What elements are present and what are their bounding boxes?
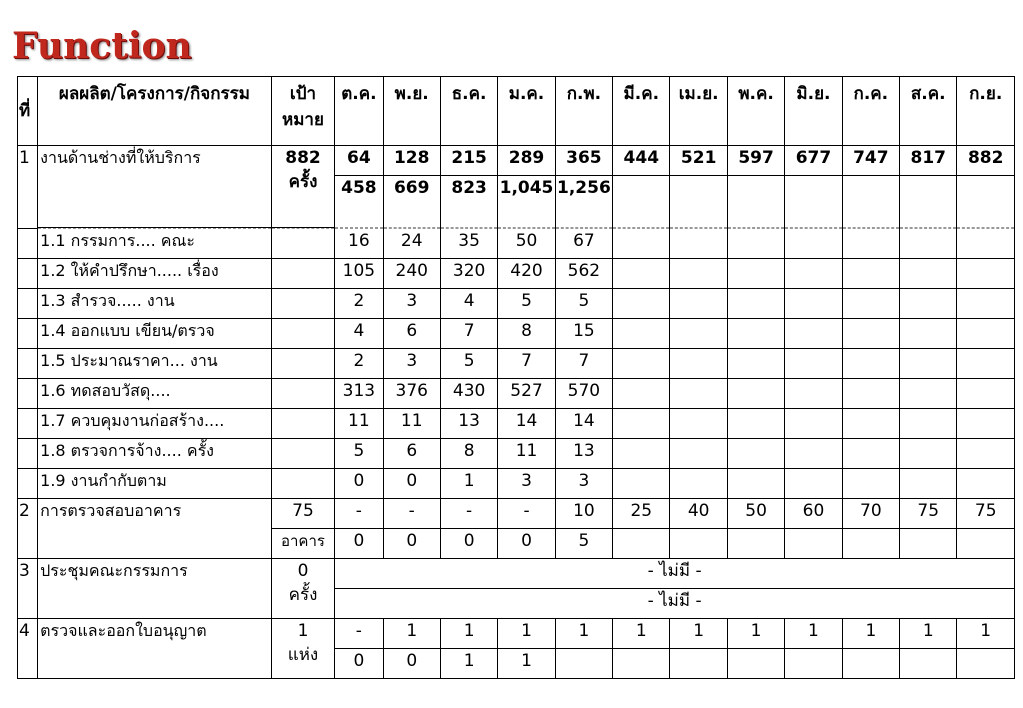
- section2-target-value: 75: [271, 499, 334, 529]
- section1-label: งานด้านช่างที่ให้บริการ: [38, 146, 272, 228]
- plan-cell: 1: [727, 619, 784, 649]
- subitem-value-cell: 7: [440, 319, 497, 349]
- subitem-value-cell: [900, 289, 957, 319]
- subitem-target-cell: [271, 469, 334, 499]
- subitem-value-cell: [613, 289, 670, 319]
- subitem-value-cell: [727, 289, 784, 319]
- plan-cell: -: [498, 499, 555, 529]
- subitem-value-cell: 7: [498, 349, 555, 379]
- subitem-value-cell: [957, 229, 1015, 259]
- subitem-value-cell: 420: [498, 259, 555, 289]
- subitem-label: 1.6 ทดสอบวัสดุ....: [38, 379, 272, 409]
- subitem-value-cell: [613, 349, 670, 379]
- subitem-value-cell: 6: [383, 319, 440, 349]
- subitem-value-cell: 1: [440, 469, 497, 499]
- subitem-row: [18, 409, 1015, 439]
- subitem-value-cell: 67: [555, 229, 612, 259]
- subitem-value-cell: 35: [440, 229, 497, 259]
- header-month: เม.ย.: [670, 77, 727, 146]
- subitem-label: 1.7 ควบคุมงานก่อสร้าง....: [38, 409, 272, 439]
- section2-label: การตรวจสอบอาคาร: [38, 499, 272, 559]
- plan-cell: 289: [498, 146, 555, 176]
- subitem-value-cell: [785, 469, 842, 499]
- subitem-value-cell: 3: [555, 469, 612, 499]
- subitem-value-cell: [842, 229, 899, 259]
- subitem-no-cell: [18, 259, 38, 289]
- section1-subitems: [18, 229, 1015, 499]
- actual-cell: [957, 649, 1015, 679]
- subitem-value-cell: [613, 409, 670, 439]
- subitem-no-cell: [18, 469, 38, 499]
- actual-cell: 0: [498, 529, 555, 559]
- section4-plan-row: [18, 619, 1015, 649]
- subitem-no-cell: [18, 439, 38, 469]
- subitem-value-cell: 5: [335, 439, 383, 469]
- plan-cell: -: [335, 619, 383, 649]
- subitem-value-cell: 15: [555, 319, 612, 349]
- subitem-label: 1.2 ให้คำปรึกษา..... เรื่อง: [38, 259, 272, 289]
- subitem-value-cell: [957, 379, 1015, 409]
- plan-cell: 365: [555, 146, 612, 176]
- subitem-label: 1.1 กรรมการ.... คณะ: [38, 229, 272, 259]
- actual-cell: 0: [383, 529, 440, 559]
- subitem-value-cell: [900, 409, 957, 439]
- actual-cell: [900, 176, 957, 228]
- function-table: [17, 76, 1015, 679]
- plan-cell: 70: [842, 499, 899, 529]
- subitem-value-cell: [670, 409, 727, 439]
- subitem-value-cell: 2: [335, 289, 383, 319]
- subitem-row: [18, 259, 1015, 289]
- subitem-label: 1.4 ออกแบบ เขียน/ตรวจ: [38, 319, 272, 349]
- actual-cell: [842, 176, 899, 228]
- subitem-value-cell: 11: [383, 409, 440, 439]
- actual-cell: 1,045: [498, 176, 555, 228]
- subitem-value-cell: [957, 439, 1015, 469]
- subitem-value-cell: [670, 469, 727, 499]
- subitem-value-cell: [900, 439, 957, 469]
- subitem-value-cell: [842, 259, 899, 289]
- subitem-value-cell: 430: [440, 379, 497, 409]
- subitem-no-cell: [18, 409, 38, 439]
- plan-cell: 882: [957, 146, 1015, 176]
- actual-cell: [785, 176, 842, 228]
- subitem-value-cell: [785, 439, 842, 469]
- plan-cell: 597: [727, 146, 784, 176]
- section4-target-value: 1: [297, 621, 309, 641]
- subitem-value-cell: [670, 379, 727, 409]
- header-month: ม.ค.: [498, 77, 555, 146]
- section4-no: 4: [18, 619, 38, 679]
- section1-target-unit: ครั้ง: [288, 172, 318, 192]
- actual-cell: 1: [440, 649, 497, 679]
- plan-cell: 64: [335, 146, 383, 176]
- subitem-value-cell: [957, 259, 1015, 289]
- actual-cell: 1,256: [555, 176, 612, 228]
- subitem-value-cell: 240: [383, 259, 440, 289]
- section3-actual-text: - ไม่มี -: [335, 589, 1015, 619]
- actual-cell: [613, 649, 670, 679]
- subitem-value-cell: 5: [440, 349, 497, 379]
- actual-cell: 5: [555, 529, 612, 559]
- actual-cell: 0: [335, 529, 383, 559]
- plan-cell: 747: [842, 146, 899, 176]
- actual-cell: [555, 649, 612, 679]
- subitem-value-cell: [842, 439, 899, 469]
- subitem-value-cell: [785, 259, 842, 289]
- subitem-value-cell: 320: [440, 259, 497, 289]
- plan-cell: 1: [440, 619, 497, 649]
- subitem-value-cell: [727, 379, 784, 409]
- subitem-value-cell: 562: [555, 259, 612, 289]
- section3-target: [271, 559, 334, 619]
- subitem-value-cell: [670, 439, 727, 469]
- subitem-row: [18, 289, 1015, 319]
- subitem-value-cell: 14: [498, 409, 555, 439]
- actual-cell: [670, 529, 727, 559]
- subitem-value-cell: [842, 349, 899, 379]
- subitem-value-cell: 6: [383, 439, 440, 469]
- subitem-value-cell: [727, 319, 784, 349]
- subitem-target-cell: [271, 439, 334, 469]
- plan-cell: 1: [957, 619, 1015, 649]
- section2-plan-row: [18, 499, 1015, 529]
- subitem-value-cell: 4: [440, 289, 497, 319]
- section3-no: 3: [18, 559, 38, 619]
- plan-cell: 817: [900, 146, 957, 176]
- actual-cell: 669: [383, 176, 440, 228]
- section3-plan-text: - ไม่มี -: [335, 559, 1015, 589]
- plan-cell: 1: [900, 619, 957, 649]
- actual-cell: 458: [335, 176, 383, 228]
- section2-no: 2: [18, 499, 38, 559]
- actual-cell: [727, 529, 784, 559]
- subitem-value-cell: [842, 289, 899, 319]
- subitem-value-cell: [670, 319, 727, 349]
- subitem-label: 1.8 ตรวจการจ้าง.... ครั้ง: [38, 439, 272, 469]
- subitem-value-cell: 8: [498, 319, 555, 349]
- subitem-value-cell: [670, 289, 727, 319]
- table-header-row: [18, 77, 1015, 146]
- actual-cell: [842, 649, 899, 679]
- subitem-value-cell: 313: [335, 379, 383, 409]
- actual-cell: 0: [335, 649, 383, 679]
- subitem-value-cell: 527: [498, 379, 555, 409]
- actual-cell: [613, 529, 670, 559]
- subitem-target-cell: [271, 229, 334, 259]
- subitem-value-cell: [900, 259, 957, 289]
- subitem-value-cell: [727, 229, 784, 259]
- subitem-label: 1.3 สำรวจ..... งาน: [38, 289, 272, 319]
- subitem-value-cell: [613, 259, 670, 289]
- actual-cell: [957, 529, 1015, 559]
- actual-cell: [900, 529, 957, 559]
- section1-target: [271, 146, 334, 228]
- section3-plan-row: [18, 559, 1015, 589]
- subitem-target-cell: [271, 289, 334, 319]
- actual-cell: [670, 176, 727, 228]
- header-month: ธ.ค.: [440, 77, 497, 146]
- subitem-value-cell: 3: [383, 289, 440, 319]
- subitem-value-cell: 8: [440, 439, 497, 469]
- subitem-label: 1.5 ประมาณราคา... งาน: [38, 349, 272, 379]
- subitem-value-cell: [785, 319, 842, 349]
- actual-cell: 0: [383, 649, 440, 679]
- subitem-value-cell: [957, 319, 1015, 349]
- subitem-value-cell: 16: [335, 229, 383, 259]
- plan-cell: 1: [670, 619, 727, 649]
- section1-plan-row: [18, 146, 1015, 176]
- plan-cell: -: [383, 499, 440, 529]
- actual-cell: 0: [440, 529, 497, 559]
- subitem-value-cell: 0: [335, 469, 383, 499]
- subitem-value-cell: [670, 259, 727, 289]
- plan-cell: 1: [383, 619, 440, 649]
- plan-cell: 1: [498, 619, 555, 649]
- subitem-value-cell: 376: [383, 379, 440, 409]
- subitem-value-cell: 7: [555, 349, 612, 379]
- header-month: ก.ย.: [957, 77, 1015, 146]
- subitem-target-cell: [271, 259, 334, 289]
- subitem-value-cell: 0: [383, 469, 440, 499]
- subitem-value-cell: [727, 349, 784, 379]
- subitem-value-cell: [613, 439, 670, 469]
- header-target: เป้าหมาย: [271, 77, 334, 146]
- actual-cell: [670, 649, 727, 679]
- plan-cell: 1: [555, 619, 612, 649]
- subitem-target-cell: [271, 349, 334, 379]
- subitem-value-cell: [613, 229, 670, 259]
- subitem-value-cell: [957, 349, 1015, 379]
- plan-cell: 50: [727, 499, 784, 529]
- subitem-value-cell: 5: [555, 289, 612, 319]
- subitem-value-cell: [957, 289, 1015, 319]
- plan-cell: -: [335, 499, 383, 529]
- actual-cell: [842, 529, 899, 559]
- plan-cell: 1: [842, 619, 899, 649]
- subitem-value-cell: 13: [555, 439, 612, 469]
- subitem-value-cell: 570: [555, 379, 612, 409]
- plan-cell: 1: [613, 619, 670, 649]
- subitem-value-cell: 14: [555, 409, 612, 439]
- subitem-value-cell: [613, 319, 670, 349]
- subitem-row: [18, 379, 1015, 409]
- subitem-row: [18, 439, 1015, 469]
- subitem-value-cell: [785, 349, 842, 379]
- section4-label: ตรวจและออกใบอนุญาต: [38, 619, 272, 679]
- subitem-value-cell: [900, 379, 957, 409]
- subitem-row: [18, 319, 1015, 349]
- plan-cell: 25: [613, 499, 670, 529]
- subitem-row: [18, 469, 1015, 499]
- subitem-value-cell: 4: [335, 319, 383, 349]
- subitem-value-cell: 105: [335, 259, 383, 289]
- header-month: ก.พ.: [555, 77, 612, 146]
- subitem-value-cell: 13: [440, 409, 497, 439]
- plan-cell: 75: [900, 499, 957, 529]
- subitem-value-cell: [727, 469, 784, 499]
- subitem-value-cell: [785, 379, 842, 409]
- subitem-value-cell: 5: [498, 289, 555, 319]
- subitem-target-cell: [271, 319, 334, 349]
- subitem-value-cell: [785, 289, 842, 319]
- subitem-value-cell: [957, 469, 1015, 499]
- subitem-row: [18, 229, 1015, 259]
- subitem-value-cell: 3: [498, 469, 555, 499]
- subitem-no-cell: [18, 289, 38, 319]
- subitem-value-cell: [670, 229, 727, 259]
- plan-cell: 10: [555, 499, 612, 529]
- plan-cell: 128: [383, 146, 440, 176]
- subitem-no-cell: [18, 349, 38, 379]
- section3-target-unit: ครั้ง: [288, 585, 318, 605]
- subitem-value-cell: 11: [335, 409, 383, 439]
- header-month: ก.ค.: [842, 77, 899, 146]
- plan-cell: 40: [670, 499, 727, 529]
- actual-cell: [727, 176, 784, 228]
- actual-cell: [613, 176, 670, 228]
- subitem-value-cell: 50: [498, 229, 555, 259]
- subitem-target-cell: [271, 409, 334, 439]
- subitem-value-cell: 24: [383, 229, 440, 259]
- actual-cell: [727, 649, 784, 679]
- subitem-value-cell: [842, 319, 899, 349]
- plan-cell: -: [440, 499, 497, 529]
- subitem-value-cell: [727, 409, 784, 439]
- plan-cell: 521: [670, 146, 727, 176]
- subitem-value-cell: [727, 259, 784, 289]
- actual-cell: [785, 529, 842, 559]
- subitem-no-cell: [18, 379, 38, 409]
- header-item: ผลผลิต/โครงการ/กิจกรรม: [38, 77, 272, 146]
- header-month: ต.ค.: [335, 77, 383, 146]
- subitem-value-cell: [785, 409, 842, 439]
- header-month: มิ.ย.: [785, 77, 842, 146]
- subitem-value-cell: [670, 349, 727, 379]
- subitem-value-cell: [900, 469, 957, 499]
- actual-cell: [900, 649, 957, 679]
- subitem-value-cell: [785, 229, 842, 259]
- section2-target-unit: อาคาร: [271, 529, 334, 559]
- page-title: Function: [12, 25, 192, 67]
- section1-target-value: 882: [285, 148, 321, 168]
- plan-cell: 1: [785, 619, 842, 649]
- plan-cell: 444: [613, 146, 670, 176]
- actual-cell: [785, 649, 842, 679]
- subitem-value-cell: 2: [335, 349, 383, 379]
- plan-cell: 215: [440, 146, 497, 176]
- subitem-value-cell: 11: [498, 439, 555, 469]
- subitem-label: 1.9 งานกำกับตาม: [38, 469, 272, 499]
- header-no: ที่: [18, 77, 38, 146]
- subitem-value-cell: [613, 379, 670, 409]
- subitem-value-cell: [727, 439, 784, 469]
- header-month: พ.ค.: [727, 77, 784, 146]
- section3-label: ประชุมคณะกรรมการ: [38, 559, 272, 619]
- subitem-row: [18, 349, 1015, 379]
- subitem-value-cell: [842, 409, 899, 439]
- header-month: พ.ย.: [383, 77, 440, 146]
- plan-cell: 677: [785, 146, 842, 176]
- subitem-value-cell: 3: [383, 349, 440, 379]
- plan-cell: 60: [785, 499, 842, 529]
- subitem-value-cell: [842, 469, 899, 499]
- subitem-value-cell: [900, 319, 957, 349]
- actual-cell: 823: [440, 176, 497, 228]
- subitem-target-cell: [271, 379, 334, 409]
- subitem-no-cell: [18, 319, 38, 349]
- section4-target: [271, 619, 334, 679]
- subitem-no-cell: [18, 229, 38, 259]
- actual-cell: 1: [498, 649, 555, 679]
- subitem-value-cell: [957, 409, 1015, 439]
- actual-cell: [957, 176, 1015, 228]
- section4-target-unit: แห่ง: [287, 645, 319, 665]
- subitem-value-cell: [900, 349, 957, 379]
- header-month: มี.ค.: [613, 77, 670, 146]
- subitem-value-cell: [900, 229, 957, 259]
- subitem-value-cell: [842, 379, 899, 409]
- plan-cell: 75: [957, 499, 1015, 529]
- subitem-value-cell: [613, 469, 670, 499]
- section1-no: 1: [18, 146, 38, 229]
- section3-target-value: 0: [297, 561, 309, 581]
- header-month: ส.ค.: [900, 77, 957, 146]
